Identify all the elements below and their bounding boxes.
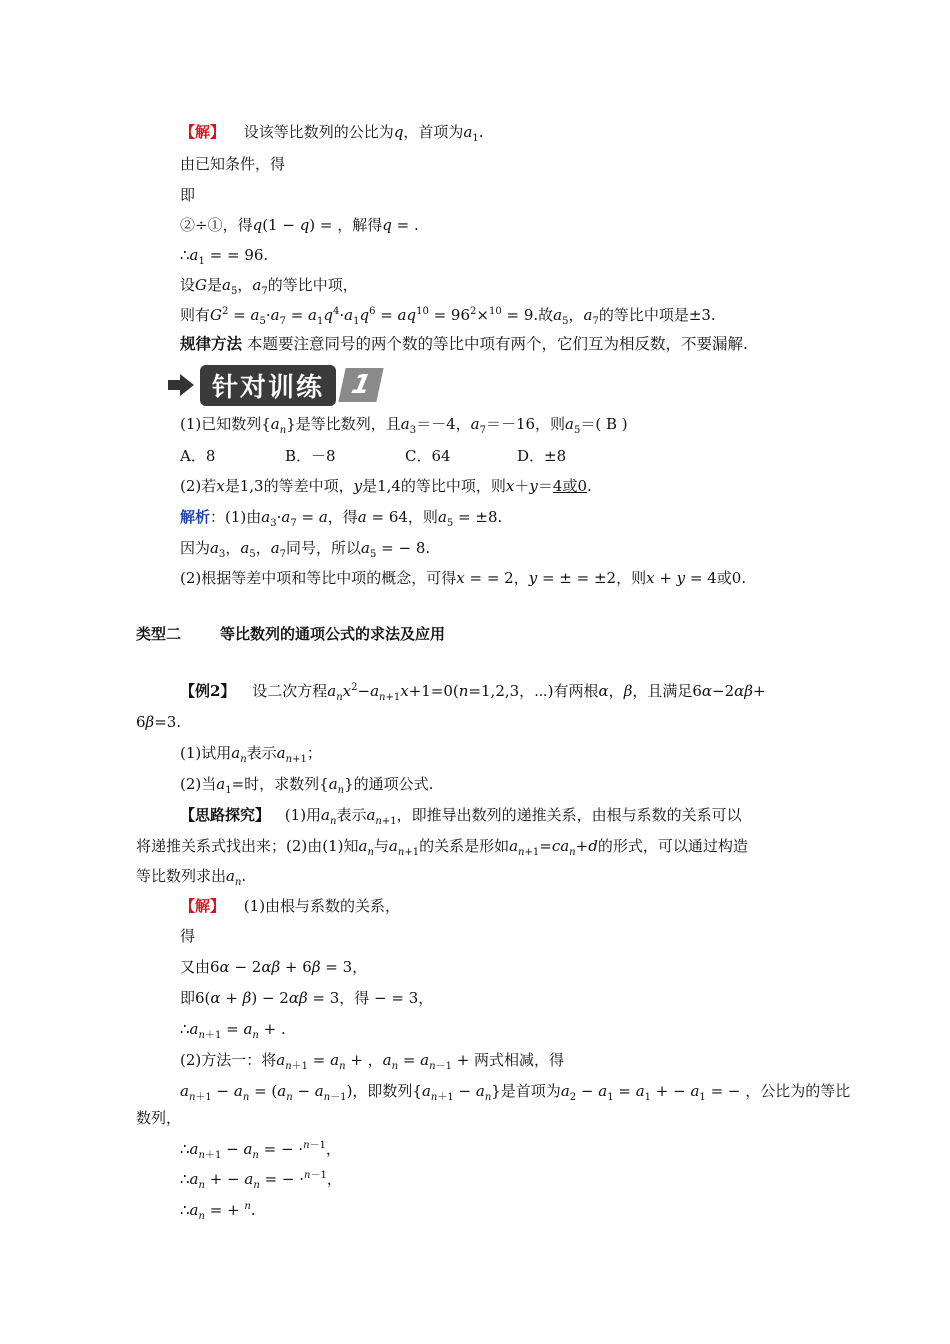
practice-banner	[180, 365, 380, 405]
section-label: 类型二	[136, 625, 182, 643]
ex2-solution-line-10: $\therefore a_n$ + − $a_n$ = − ·$^{n-1}$，	[180, 1170, 342, 1191]
solution-line-3: 即	[180, 186, 196, 204]
analysis-tag: 解析	[180, 508, 211, 526]
option-b: B．－8	[285, 447, 336, 465]
ex2-solution-line-1: 【解】 (1)由根与系数的关系，	[180, 897, 401, 915]
example2-line-1: 【例2】 设二次方程$a_nx^2-a_{n+1}x+1=0(n=1,2,3$，⋯)有两根α，β，且满足6α−2αβ+	[180, 682, 766, 703]
example2-line-3: (1)试用$a_n$表示$a_{n+1}$；	[180, 744, 322, 765]
option-d: D．±8	[517, 447, 567, 465]
method-tag: 规律方法	[180, 334, 243, 353]
ex2-solution-line-6: (2)方法一：将$a_{n+1} = a_n$ + ，$a_n = a_{n-1}$ + 两式相减，得	[180, 1051, 565, 1072]
section-title: 等比数列的通项公式的求法及应用	[220, 625, 446, 643]
ex2-solution-line-7: $a_{n+1} - a_n = (a_n - a_{n-1})$，即数列$\{a_{n+1} - a_n\}$是首项为$a_2 - a_1 = a_1$ + − $a_1$ = − ，公比为的等比	[180, 1082, 851, 1103]
ex2-solution-line-9: $\therefore a_{n+1} - a_n$ = − ·$^{n-1}$，	[180, 1140, 341, 1161]
solution-line-7: 则有$G^2 = a_5\cdot a_7 = a_1q^4\cdot a_1q^6 = aq^{10} = 96^2\times^{10} = 9$.故$a_5$，$a_7$的等比中项是±3.	[180, 306, 716, 327]
banner-number: 1	[338, 368, 383, 402]
practice-q1: (1)已知数列$\{a_n\}$是等比数列，且$a_3=-4$，$a_7=-16$，则$a_5=$( B )	[180, 415, 628, 436]
ex2-solution-tag: 【解】	[180, 897, 226, 915]
ex2-solution-line-11: $\therefore a_n$ = + $^n$.	[180, 1201, 256, 1222]
ex2-solution-line-8: 数列，	[136, 1109, 182, 1127]
option-a: A．8	[180, 447, 216, 465]
option-c: C．64	[405, 447, 451, 465]
practice-options	[180, 446, 567, 466]
analysis-line-2: 因为$a_3$，$a_5$，$a_7$同号，所以$a_5$ = − 8.	[180, 539, 431, 560]
analysis-line-1: 解析：(1)由$a_3\cdot a_7 = a$，得a = 64，则$a_5 = \pm 8$.	[180, 508, 503, 529]
think-tag: 【思路探究】	[180, 806, 271, 824]
banner-title: 针对训练	[200, 365, 336, 406]
solution-line-2: 由已知条件，得	[180, 155, 286, 173]
think-line-2: 将递推关系式找出来；(2)由(1)知$a_n$与$a_{n+1}$的关系是形如$a_{n+1}=ca_n+d$的形式，可以通过构造	[136, 837, 748, 858]
think-line-1: 【思路探究】 (1)用$a_n$表示$a_{n+1}$，即推导出数列的递推关系，由根与系数的关系可以	[180, 806, 742, 827]
think-line-3: 等比数列求出$a_n$.	[136, 867, 247, 888]
section-heading	[136, 624, 446, 644]
ex2-solution-line-5: $\therefore a_{n+1} = a_n$ + .	[180, 1020, 286, 1041]
answer-underline: 4或0	[552, 477, 587, 495]
arrow-right-icon	[180, 374, 194, 396]
analysis-line-3: (2)根据等差中项和等比中项的概念，可得x = = 2，y = ± = ±2，则x + y = 4或0.	[180, 569, 747, 587]
ex2-solution-line-2: 得	[180, 927, 196, 945]
solution-line-1: 【解】 设该等比数列的公比为q，首项为$a_1$.	[180, 123, 484, 144]
solution-tag: 【解】	[180, 123, 226, 141]
solution-line-5: $\therefore a_1$ = = 96.	[180, 246, 269, 267]
example2-line-4: (2)当$a_1=$时，求数列$\{a_n\}$的通项公式.	[180, 775, 434, 796]
example-tag: 【例2】	[180, 682, 236, 700]
example2-line-2: 6β=3.	[136, 713, 182, 731]
ex2-solution-line-4: 即6(α + β) − 2αβ = 3，得 − = 3，	[180, 989, 434, 1007]
method-note: 规律方法 本题要注意同号的两个数的等比中项有两个，它们互为相反数，不要漏解.	[180, 334, 748, 353]
solution-line-6: 设G是$a_5$，$a_7$的等比中项，	[180, 276, 358, 297]
ex2-solution-line-3: 又由6α − 2αβ + 6β = 3，	[180, 958, 368, 976]
solution-line-4: ②÷①，得q(1 − q) = ，解得q = .	[180, 216, 419, 234]
practice-q2: (2)若x是1,3的等差中项，y是1,4的等比中项，则x＋y＝4或0.	[180, 477, 592, 495]
